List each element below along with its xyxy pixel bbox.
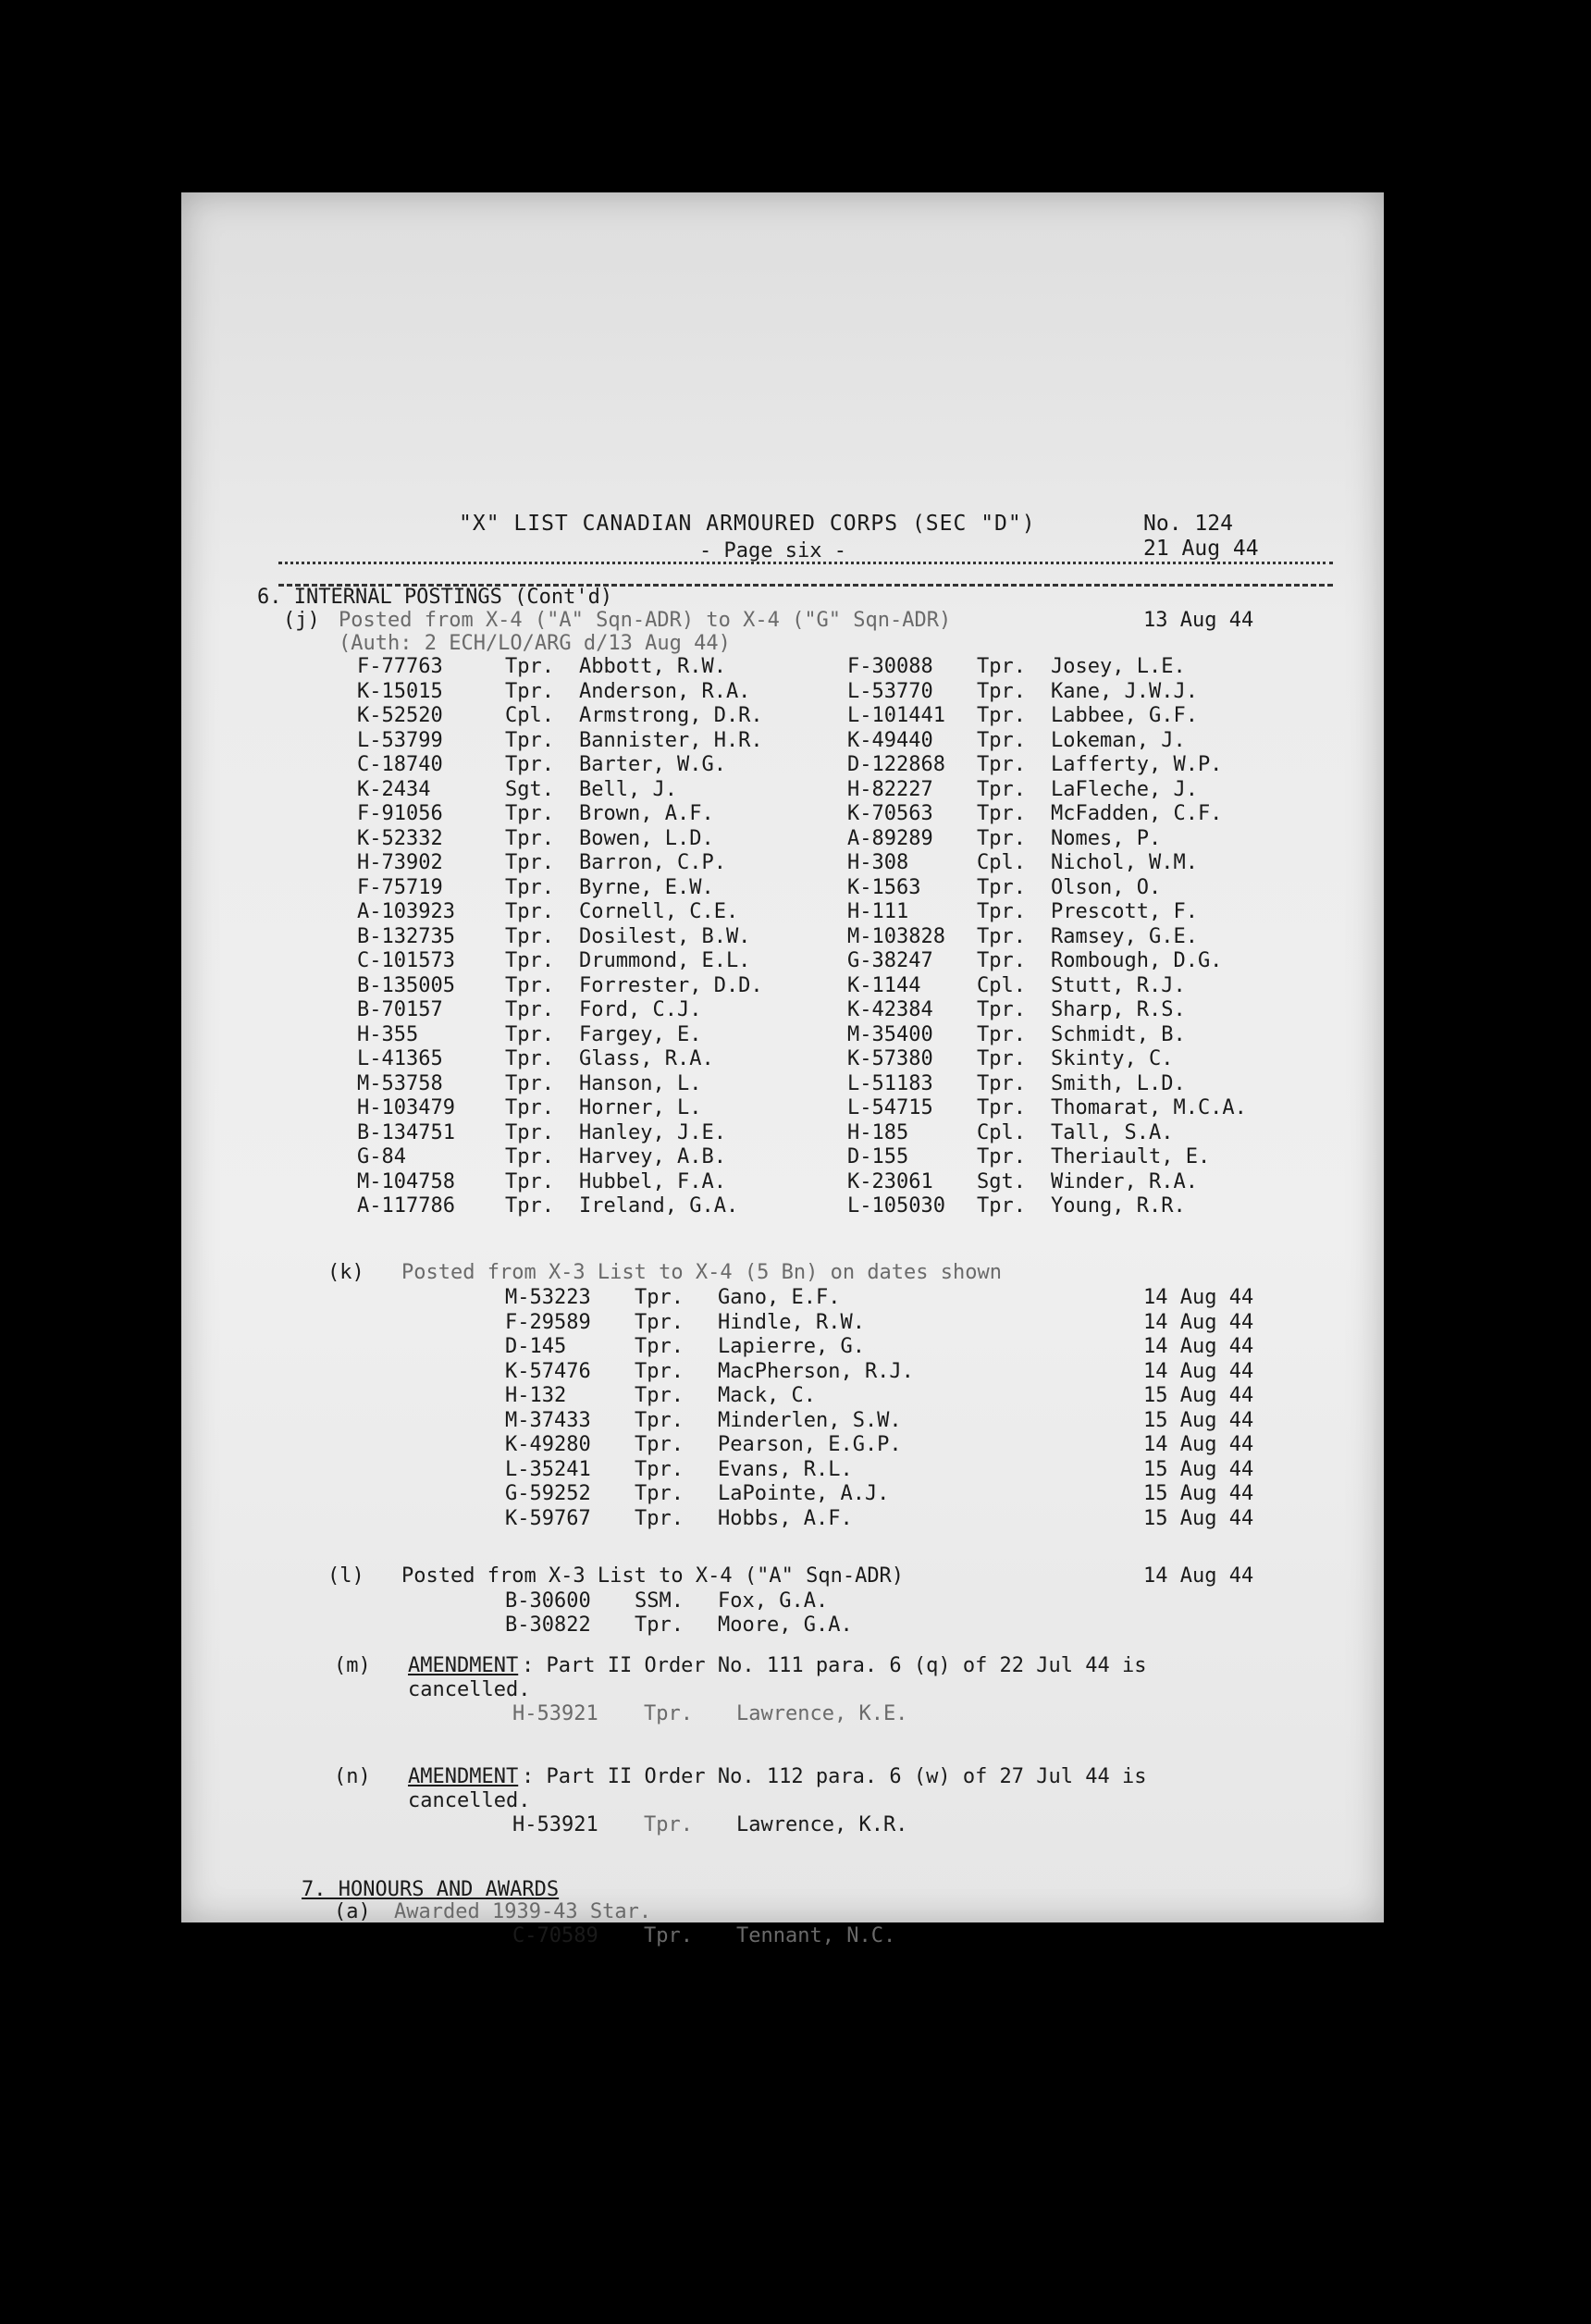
rank: Tpr.: [635, 1335, 684, 1358]
service-number: L-51183: [847, 1071, 933, 1095]
rank: Tpr.: [505, 875, 554, 899]
para-j-label: (j): [283, 609, 320, 632]
person-name: Stutt, R.J.: [1051, 973, 1186, 997]
rank: Tpr.: [505, 924, 554, 948]
person-name: Sharp, R.S.: [1051, 998, 1186, 1021]
rank: Sgt.: [977, 1169, 1026, 1193]
service-number: F-30088: [847, 655, 933, 678]
person-name: Barter, W.G.: [579, 753, 726, 776]
person-name: Rombough, D.G.: [1051, 949, 1223, 972]
person-name: Armstrong, D.R.: [579, 704, 763, 727]
person-name: Mack, C.: [718, 1384, 816, 1407]
service-number: B-70157: [357, 998, 443, 1021]
rank: Tpr.: [977, 728, 1026, 752]
person-name: Schmidt, B.: [1051, 1022, 1186, 1046]
person-name: Tall, S.A.: [1051, 1120, 1174, 1144]
rank: Tpr.: [505, 998, 554, 1021]
service-number: K-42384: [847, 998, 933, 1021]
rank: Tpr.: [505, 1071, 554, 1095]
service-number: B-132735: [357, 924, 455, 948]
posting-date: 14 Aug 44: [1143, 1335, 1254, 1358]
service-number: K-2434: [357, 777, 431, 801]
para-7a-label: (a): [334, 1900, 371, 1923]
service-number: F-75719: [357, 875, 443, 899]
rank: Tpr.: [977, 679, 1026, 703]
posting-date: 15 Aug 44: [1143, 1506, 1254, 1530]
rank: Tpr.: [635, 1506, 684, 1530]
service-number: A-103923: [357, 900, 455, 923]
rank: Tpr.: [505, 949, 554, 972]
service-number: K-70563: [847, 802, 933, 825]
service-number: H-73902: [357, 851, 443, 874]
posting-date: 15 Aug 44: [1143, 1457, 1254, 1481]
person-name: Horner, L.: [579, 1096, 702, 1119]
para-n-heading: AMENDMENT: [408, 1765, 519, 1788]
rank: Tpr.: [505, 728, 554, 752]
person-name: Young, R.R.: [1051, 1194, 1186, 1218]
person-name: Fox, G.A.: [718, 1589, 829, 1613]
service-number: K-52520: [357, 704, 443, 727]
person-name: Byrne, E.W.: [579, 875, 714, 899]
service-number: D-155: [847, 1145, 909, 1168]
person-name: Hindle, R.W.: [718, 1310, 865, 1334]
service-number: B-134751: [357, 1120, 455, 1144]
section6-heading: 6. INTERNAL POSTINGS (Cont'd): [257, 586, 613, 609]
para-m-no: H-53921: [512, 1702, 598, 1725]
rank: Tpr.: [505, 679, 554, 703]
service-number: H-308: [847, 851, 909, 874]
rank: Tpr.: [977, 1194, 1026, 1218]
person-name: Bell, J.: [579, 777, 677, 801]
service-number: F-29589: [505, 1310, 591, 1334]
service-number: K-52332: [357, 826, 443, 850]
rank: Tpr.: [977, 875, 1026, 899]
rank: Tpr.: [635, 1286, 684, 1309]
para-n-label: (n): [334, 1765, 371, 1788]
rank: Tpr.: [505, 1169, 554, 1193]
person-name: Theriault, E.: [1051, 1145, 1211, 1168]
person-name: Glass, R.A.: [579, 1047, 714, 1070]
service-number: M-103828: [847, 924, 945, 948]
rank: Tpr.: [505, 753, 554, 776]
para-k-label: (k): [327, 1261, 364, 1284]
page-label: - Page six -: [699, 539, 846, 562]
service-number: A-117786: [357, 1194, 455, 1218]
para-m-text: : Part II Order No. 111 para. 6 (q) of 22 Jul 44 is: [522, 1654, 1147, 1677]
person-name: Hanson, L.: [579, 1071, 702, 1095]
service-number: H-82227: [847, 777, 933, 801]
service-number: M-104758: [357, 1169, 455, 1193]
rank: Cpl.: [977, 973, 1026, 997]
service-number: K-1563: [847, 875, 921, 899]
para-n-cont: cancelled.: [408, 1789, 531, 1812]
rank: Tpr.: [505, 1145, 554, 1168]
posting-date: 14 Aug 44: [1143, 1359, 1254, 1383]
person-name: Ramsey, G.E.: [1051, 924, 1198, 948]
service-number: C-18740: [357, 753, 443, 776]
service-number: B-30600: [505, 1589, 591, 1613]
typed-document: [181, 192, 1384, 1947]
person-name: Moore, G.A.: [718, 1613, 853, 1637]
para-n-rank: Tpr.: [644, 1813, 693, 1836]
person-name: Hobbs, A.F.: [718, 1506, 853, 1530]
service-number: G-38247: [847, 949, 933, 972]
person-name: Brown, A.F.: [579, 802, 714, 825]
person-name: Bannister, H.R.: [579, 728, 763, 752]
person-name: Fargey, E.: [579, 1022, 702, 1046]
para-7a-name: Tennant, N.C.: [736, 1924, 896, 1947]
service-number: K-23061: [847, 1169, 933, 1193]
rank: Tpr.: [635, 1310, 684, 1334]
para-m-label: (m): [334, 1654, 371, 1677]
service-number: K-59767: [505, 1506, 591, 1530]
service-number: G-84: [357, 1145, 406, 1168]
service-number: H-111: [847, 900, 909, 923]
person-name: Hubbel, F.A.: [579, 1169, 726, 1193]
para-7a-rank: Tpr.: [644, 1924, 693, 1947]
service-number: L-54715: [847, 1096, 933, 1119]
rank: Tpr.: [505, 973, 554, 997]
rank: Tpr.: [635, 1433, 684, 1456]
rank: Tpr.: [977, 924, 1026, 948]
service-number: F-91056: [357, 802, 443, 825]
person-name: Barron, C.P.: [579, 851, 726, 874]
posting-date: 14 Aug 44: [1143, 1310, 1254, 1334]
person-name: Nichol, W.M.: [1051, 851, 1198, 874]
person-name: Gano, E.F.: [718, 1286, 841, 1309]
rank: Cpl.: [505, 704, 554, 727]
posting-date: 14 Aug 44: [1143, 1433, 1254, 1456]
rank: Tpr.: [635, 1457, 684, 1481]
rank: Tpr.: [977, 1047, 1026, 1070]
document-page: [181, 192, 1384, 1947]
list-number: No. 124: [1143, 512, 1233, 536]
rank: Tpr.: [977, 949, 1026, 972]
person-name: Prescott, F.: [1051, 900, 1198, 923]
service-number: L-53799: [357, 728, 443, 752]
list-title: "X" LIST CANADIAN ARMOURED CORPS (SEC "D"): [459, 512, 1036, 536]
person-name: Ford, C.J.: [579, 998, 702, 1021]
person-name: Labbee, G.F.: [1051, 704, 1198, 727]
service-number: K-57476: [505, 1359, 591, 1383]
para-l-label: (l): [327, 1564, 364, 1588]
rank: SSM.: [635, 1589, 684, 1613]
person-name: Winder, R.A.: [1051, 1169, 1198, 1193]
service-number: H-185: [847, 1120, 909, 1144]
service-number: G-59252: [505, 1482, 591, 1505]
person-name: Dosilest, B.W.: [579, 924, 751, 948]
rank: Tpr.: [977, 998, 1026, 1021]
service-number: B-30822: [505, 1613, 591, 1637]
rank: Tpr.: [977, 655, 1026, 678]
service-number: A-89289: [847, 826, 933, 850]
service-number: K-57380: [847, 1047, 933, 1070]
service-number: D-122868: [847, 753, 945, 776]
service-number: L-41365: [357, 1047, 443, 1070]
person-name: Harvey, A.B.: [579, 1145, 726, 1168]
para-7a-text: Awarded 1939-43 Star.: [394, 1900, 652, 1923]
posting-date: 14 Aug 44: [1143, 1286, 1254, 1309]
service-number: L-35241: [505, 1457, 591, 1481]
service-number: K-1144: [847, 973, 921, 997]
person-name: Ireland, G.A.: [579, 1194, 739, 1218]
rank: Tpr.: [505, 1096, 554, 1119]
person-name: Lokeman, J.: [1051, 728, 1186, 752]
person-name: Thomarat, M.C.A.: [1051, 1096, 1247, 1119]
service-number: K-49280: [505, 1433, 591, 1456]
service-number: M-53758: [357, 1071, 443, 1095]
person-name: Lafferty, W.P.: [1051, 753, 1223, 776]
para-n-text: : Part II Order No. 112 para. 6 (w) of 27 Jul 44 is: [522, 1765, 1147, 1788]
service-number: M-53223: [505, 1286, 591, 1309]
para-m-cont: cancelled.: [408, 1678, 531, 1701]
service-number: D-145: [505, 1335, 567, 1358]
person-name: Smith, L.D.: [1051, 1071, 1186, 1095]
para-m-rank: Tpr.: [644, 1702, 693, 1725]
person-name: LaFleche, J.: [1051, 777, 1198, 801]
service-number: F-77763: [357, 655, 443, 678]
service-number: M-35400: [847, 1022, 933, 1046]
person-name: McFadden, C.F.: [1051, 802, 1223, 825]
rank: Tpr.: [635, 1359, 684, 1383]
service-number: K-49440: [847, 728, 933, 752]
rank: Tpr.: [635, 1384, 684, 1407]
person-name: Drummond, E.L.: [579, 949, 751, 972]
para-l-text: Posted from X-3 List to X-4 ("A" Sqn-ADR): [401, 1564, 905, 1588]
service-number: H-132: [505, 1384, 567, 1407]
rank: Tpr.: [977, 1096, 1026, 1119]
person-name: Josey, L.E.: [1051, 655, 1186, 678]
para-l-date: 14 Aug 44: [1143, 1564, 1254, 1588]
service-number: L-101441: [847, 704, 945, 727]
posting-date: 15 Aug 44: [1143, 1482, 1254, 1505]
person-name: LaPointe, A.J.: [718, 1482, 890, 1505]
service-number: H-355: [357, 1022, 419, 1046]
rank: Tpr.: [505, 1194, 554, 1218]
para-m-heading: AMENDMENT: [408, 1654, 519, 1677]
section7-heading: 7. HONOURS AND AWARDS: [302, 1878, 560, 1901]
rank: Tpr.: [505, 900, 554, 923]
person-name: Evans, R.L.: [718, 1457, 853, 1481]
rank: Tpr.: [505, 802, 554, 825]
para-n-no: H-53921: [512, 1813, 598, 1836]
rank: Tpr.: [505, 826, 554, 850]
rank: Tpr.: [505, 851, 554, 874]
rank: Tpr.: [977, 1071, 1026, 1095]
rank: Tpr.: [977, 704, 1026, 727]
para-j-text: Posted from X-4 ("A" Sqn-ADR) to X-4 ("G" Sqn-ADR): [339, 609, 952, 632]
rank: Tpr.: [977, 802, 1026, 825]
service-number: C-101573: [357, 949, 455, 972]
person-name: Nomes, P.: [1051, 826, 1162, 850]
person-name: Kane, J.W.J.: [1051, 679, 1198, 703]
person-name: Anderson, R.A.: [579, 679, 751, 703]
person-name: Cornell, C.E.: [579, 900, 739, 923]
service-number: K-15015: [357, 679, 443, 703]
rank: Tpr.: [505, 655, 554, 678]
list-date: 21 Aug 44: [1143, 537, 1259, 561]
rank: Sgt.: [505, 777, 554, 801]
rank: Tpr.: [977, 753, 1026, 776]
person-name: Skinty, C.: [1051, 1047, 1174, 1070]
service-number: H-103479: [357, 1096, 455, 1119]
service-number: L-105030: [847, 1194, 945, 1218]
service-number: B-135005: [357, 973, 455, 997]
para-7a-no: C-70589: [512, 1924, 598, 1947]
para-m-name: Lawrence, K.E.: [736, 1702, 908, 1725]
service-number: L-53770: [847, 679, 933, 703]
person-name: Lapierre, G.: [718, 1335, 865, 1358]
rank: Tpr.: [635, 1613, 684, 1637]
rank: Tpr.: [505, 1120, 554, 1144]
rank: Tpr.: [635, 1482, 684, 1505]
person-name: Pearson, E.G.P.: [718, 1433, 902, 1456]
rank: Tpr.: [505, 1047, 554, 1070]
para-k-text: Posted from X-3 List to X-4 (5 Bn) on dates shown: [401, 1261, 1003, 1284]
rank: Tpr.: [977, 1145, 1026, 1168]
rank: Cpl.: [977, 1120, 1026, 1144]
person-name: Abbott, R.W.: [579, 655, 726, 678]
person-name: Minderlen, S.W.: [718, 1408, 902, 1432]
service-number: M-37433: [505, 1408, 591, 1432]
person-name: MacPherson, R.J.: [718, 1359, 914, 1383]
person-name: Bowen, L.D.: [579, 826, 714, 850]
para-j-date: 13 Aug 44: [1143, 609, 1254, 632]
rank: Tpr.: [505, 1022, 554, 1046]
rank: Tpr.: [977, 900, 1026, 923]
dotted-divider: [278, 561, 1333, 564]
para-j-auth: (Auth: 2 ECH/LO/ARG d/13 Aug 44): [339, 632, 731, 655]
posting-date: 15 Aug 44: [1143, 1384, 1254, 1407]
posting-date: 15 Aug 44: [1143, 1408, 1254, 1432]
rank: Cpl.: [977, 851, 1026, 874]
person-name: Hanley, J.E.: [579, 1120, 726, 1144]
rank: Tpr.: [977, 1022, 1026, 1046]
rank: Tpr.: [635, 1408, 684, 1432]
para-n-name: Lawrence, K.R.: [736, 1813, 908, 1836]
person-name: Olson, O.: [1051, 875, 1162, 899]
rank: Tpr.: [977, 826, 1026, 850]
person-name: Forrester, D.D.: [579, 973, 763, 997]
rank: Tpr.: [977, 777, 1026, 801]
